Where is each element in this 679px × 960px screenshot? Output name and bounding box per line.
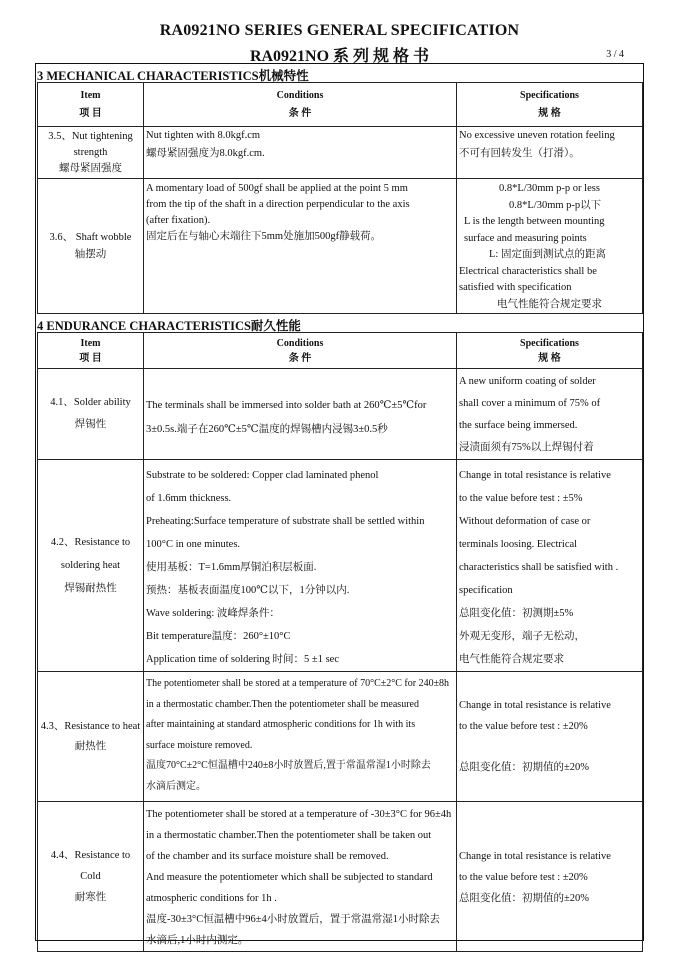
col-header-conditions: Conditions 条 件 xyxy=(144,333,457,369)
table-row xyxy=(38,460,643,672)
mechanical-table xyxy=(37,82,643,314)
table-row xyxy=(38,179,643,314)
col-header-conditions: Conditions 条 件 xyxy=(144,83,457,127)
table-row xyxy=(38,672,643,802)
item-cell: 3.6、 Shaft wobble 轴摆动 xyxy=(38,179,144,314)
specifications-cell: No excessive uneven rotation feeling 不可有回转发生（打滑）。 xyxy=(457,127,643,179)
table-row xyxy=(38,369,643,460)
table-row xyxy=(38,802,643,952)
item-cell: 4.2、Resistance to soldering heat 焊锡耐热性 xyxy=(38,460,144,672)
conditions-cell: The terminals shall be immersed into solder bath at 260℃±5℃for 3±0.5s.端子在260℃±5℃温度的焊锡槽内浸锡3±0.5秒 xyxy=(144,369,457,460)
conditions-cell: Nut tighten with 8.0kgf.cm 螺母紧固强度为8.0kgf.cm. xyxy=(144,127,457,179)
item-cell: 4.3、Resistance to heat 耐热性 xyxy=(38,672,144,802)
specifications-cell: 0.8*L/30mm p-p or less 0.8*L/30mm p-p以下 L is the length between mounting surface and measuring points L: 固定面到测试点的距离 Electrical characteristics shall be satisfied with specification 电气性能符合规定要求 xyxy=(457,179,643,314)
specifications-cell: Change in total resistance is relative to the value before test : ±20% 总阻变化值：初期值的±20% xyxy=(457,672,643,802)
table-row xyxy=(38,127,643,179)
conditions-cell: A momentary load of 500gf shall be applied at the point 5 mm from the tip of the shaft in a direction perpendicular to the axis (after fixation). 固定后在与轴心末端往下5mm处施加500gf静载荷。 xyxy=(144,179,457,314)
endurance-table xyxy=(37,332,643,952)
specifications-cell: Change in total resistance is relative to the value before test : ±20% 总阻变化值：初期值的±20% xyxy=(457,802,643,952)
item-cell: 4.1、Solder ability 焊锡性 xyxy=(38,369,144,460)
col-header-specifications: Specifications 规 格 xyxy=(457,83,643,127)
conditions-cell: The potentiometer shall be stored at a temperature of 70°C±2°C for 240±8h in a thermostatic chamber.Then the potentiometer shall be measured after maintaining at standard atmospheric conditions for 1h with its surface moisture removed. 温度70°C±2°C恒温槽中240±8小时放置后,置于常温常湿1小时除去 水滴后测定。 xyxy=(144,672,457,802)
section-4-title: 4 ENDURANCE CHARACTERISTICS耐久性能 xyxy=(37,319,301,333)
document-title: RA0921NO SERIES GENERAL SPECIFICATION xyxy=(159,22,520,39)
col-header-item: Item 项 目 xyxy=(38,333,144,369)
col-header-item: Item 项 目 xyxy=(38,83,144,127)
specifications-cell: A new uniform coating of solder shall cover a minimum of 75% of the surface being immersed. 浸渍面须有75%以上焊锡付着 xyxy=(457,369,643,460)
item-cell: 3.5、Nut tightening strength 螺母紧固强度 xyxy=(38,127,144,179)
section-3-title: 3 MECHANICAL CHARACTERISTICS机械特性 xyxy=(37,69,309,83)
conditions-cell: The potentiometer shall be stored at a temperature of -30±3°C for 96±4h in a thermostatic chamber.Then the potentiometer shall be taken out of the chamber and its surface moisture shall be removed. And measure the potentiometer which shall be subjected to standard atmospheric conditions for 1h . 温度-30±3°C恒温槽中96±4小时放置后，置于常温常湿1小时除去 水滴后,1小时内测定。 xyxy=(144,802,457,952)
conditions-cell: Substrate to be soldered: Copper clad laminated phenol of 1.6mm thickness. Preheating:Surface temperature of substrate shall be settled within 100°C in one minutes. 使用基板：T=1.6mm厚铜泊积层板面. 预热：基板表面温度100℃以下，1分钟以内. Wave soldering: 波峰焊条件： Bit temperature温度：260°±10°C Application time of soldering 时间：5 ±1 sec xyxy=(144,460,457,672)
document-title-cn: RA0921NO 系 列 规 格 书 xyxy=(249,48,430,65)
col-header-specifications: Specifications 规 格 xyxy=(457,333,643,369)
item-cell: 4.4、Resistance to Cold 耐寒性 xyxy=(38,802,144,952)
specifications-cell: Change in total resistance is relative to the value before test : ±5% Without deformation of case or terminals loosing. Electrical characteristics shall be satisfied with . specification 总阻变化值：初测期±5% 外观无变形，端子无松动， 电气性能符合规定要求 xyxy=(457,460,643,672)
page-number: 3 / 4 xyxy=(606,49,624,60)
